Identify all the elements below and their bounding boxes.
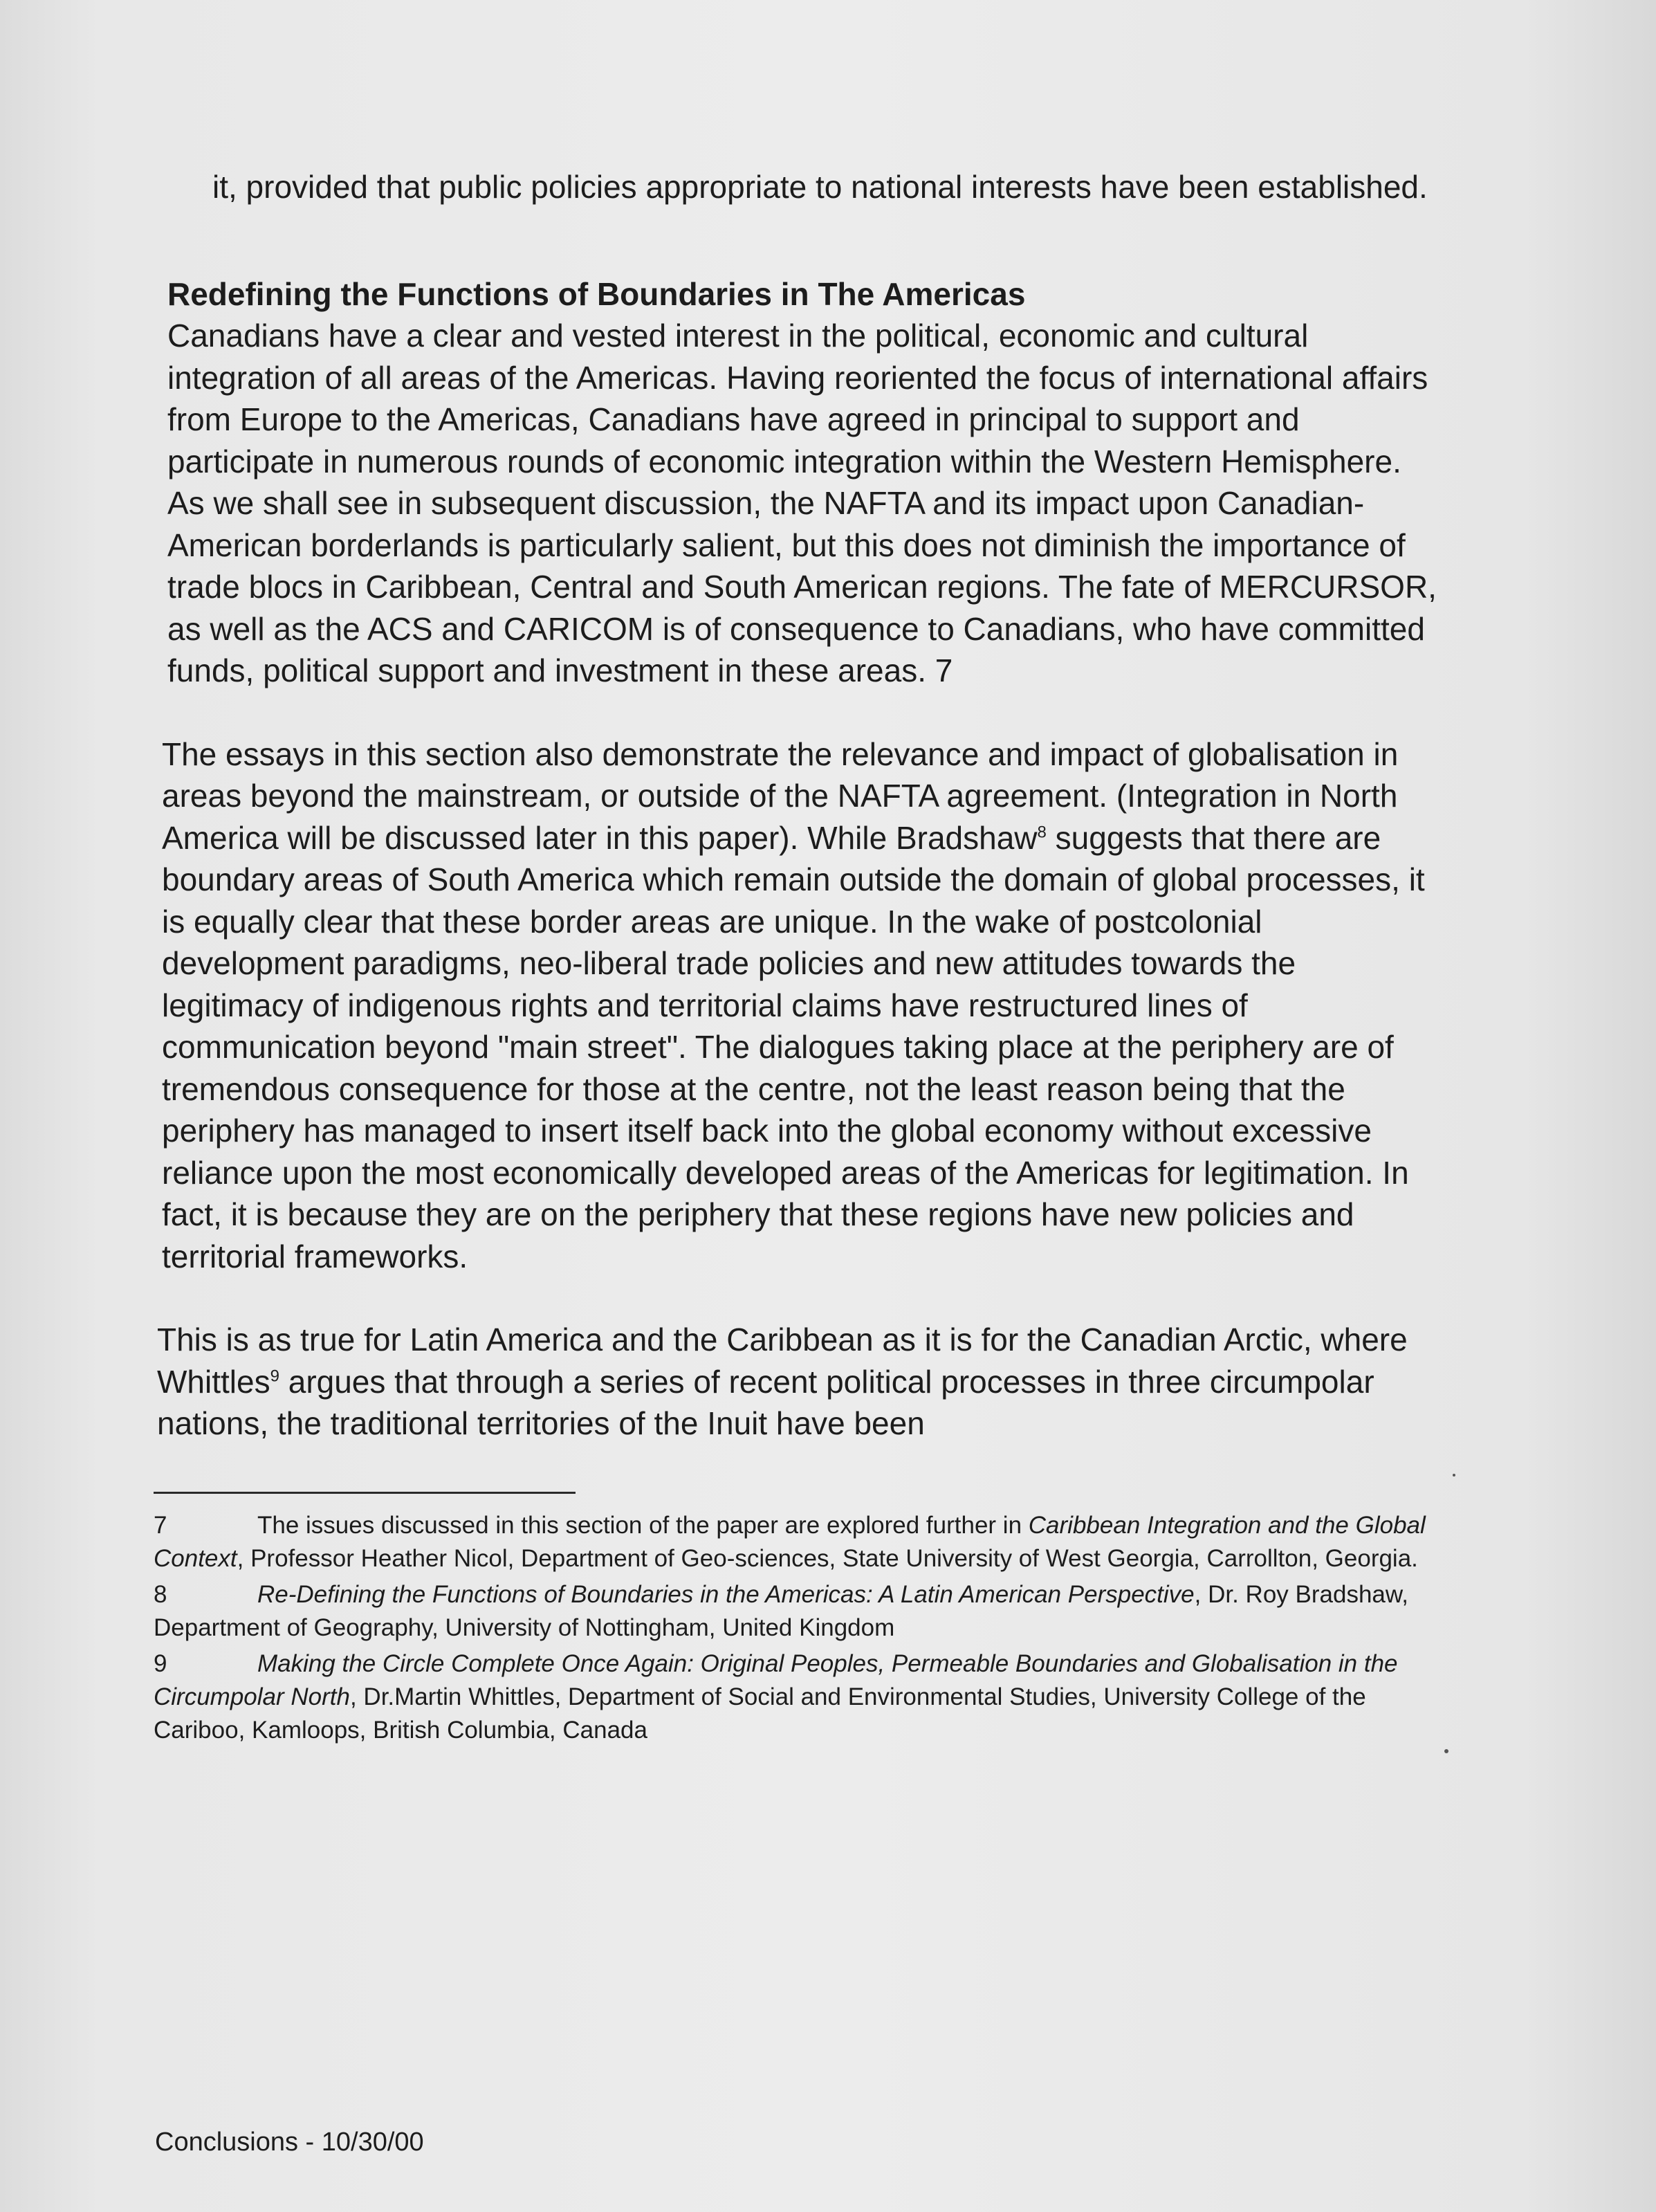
footnote-divider xyxy=(154,1492,576,1494)
footnotes xyxy=(154,1509,1440,1747)
footnote-title: Caribbean Integration and the Global Context xyxy=(154,1511,1426,1572)
paragraph-3-text-before: This is as true for Latin America and the Caribbean as it is for the Canadian Arctic, where Whittles xyxy=(157,1322,1408,1400)
page-footer: Conclusions - 10/30/00 xyxy=(155,2128,424,2157)
paragraph-2-text-before: The essays in this section also demonstrate the relevance and impact of globalisation in areas beyond the mainstream, or outside of the NAFTA agreement. (Integration in North America will be discussed later in this paper). While Bradshaw xyxy=(162,735,1399,856)
page-content xyxy=(154,166,1440,1750)
footnote-details: , Professor Heather Nicol, Department of Geo-sciences, State University of West Georgia, Carrollton, Georgia. xyxy=(237,1544,1418,1572)
paragraph-1: Canadians have a clear and vested interest in the political, economic and cultural integration of all areas of the Americas. Having reoriented the focus of international affairs from Europe to the Americas, Canadians have agreed in principal to support and participate in numerous rounds of economic integration within the Western Hemisphere. As we shall see in subsequent discussion, the NAFTA and its impact upon Canadian-American borderlands is particularly salient, but this does not diminish the importance of trade blocs in Caribbean, Central and South American regions. The fate of MERCURSOR, as well as the ACS and CARICOM is of consequence to Canadians, who have committed funds, political support and investment in these areas. 7 xyxy=(167,318,1437,688)
footnote-number: 9 xyxy=(154,1649,167,1677)
footnote-9 xyxy=(154,1647,1440,1747)
footnote-number: 7 xyxy=(154,1511,167,1539)
footnote-ref-8: 8 xyxy=(1037,823,1047,842)
section-heading: Redefining the Functions of Boundaries in The Americas xyxy=(167,276,1026,312)
footnote-ref-9: 9 xyxy=(270,1366,279,1386)
footnote-7 xyxy=(154,1509,1440,1575)
paragraph-2 xyxy=(162,733,1440,1278)
paragraph-3 xyxy=(157,1319,1440,1445)
paragraph-2-text-after: suggests that there are boundary areas of South America which remain outside the domain of global processes, it is equally clear that these border areas are unique. In the wake of postcolonial development paradigms, neo-liberal trade policies and new attitudes towards the legitimacy of indigenous rights and territorial claims have restructured lines of communication beyond "main street". The dialogues taking place at the periphery are of tremendous consequence for those at the centre, not the least reason being that the periphery has managed to insert itself back into the global economy without excessive reliance upon the most economically developed areas of the Americas for legitimation. In fact, it is because they are on the periphery that these regions have new policies and territorial frameworks. xyxy=(162,819,1425,1274)
footnote-details: , Dr.Martin Whittles, Department of Social and Environmental Studies, University College of the Cariboo, Kamloops, British Columbia, Canada xyxy=(154,1683,1366,1744)
footnote-title: Re-Defining the Functions of Boundaries in the Americas: A Latin American Perspective xyxy=(257,1580,1195,1608)
paragraph-3-text-after: argues that through a series of recent political processes in three circumpolar nations, the traditional territories of the Inuit have been xyxy=(157,1363,1374,1441)
footnote-details: , Dr. Roy Bradshaw, Department of Geography, University of Nottingham, United Kingdom xyxy=(154,1580,1408,1641)
footnote-title: Making the Circle Complete Once Again: Original Peoples, Permeable Boundaries and Globalisation in the Circumpolar North xyxy=(154,1649,1398,1710)
footnote-number: 8 xyxy=(154,1580,167,1608)
speck-mark xyxy=(1444,1749,1448,1753)
footnote-lead: The issues discussed in this section of the paper are explored further in xyxy=(257,1511,1029,1539)
speck-mark xyxy=(1453,1474,1455,1477)
intro-continuation: it, provided that public policies appropriate to national interests have been established. xyxy=(212,169,1428,205)
footnote-8 xyxy=(154,1578,1440,1645)
